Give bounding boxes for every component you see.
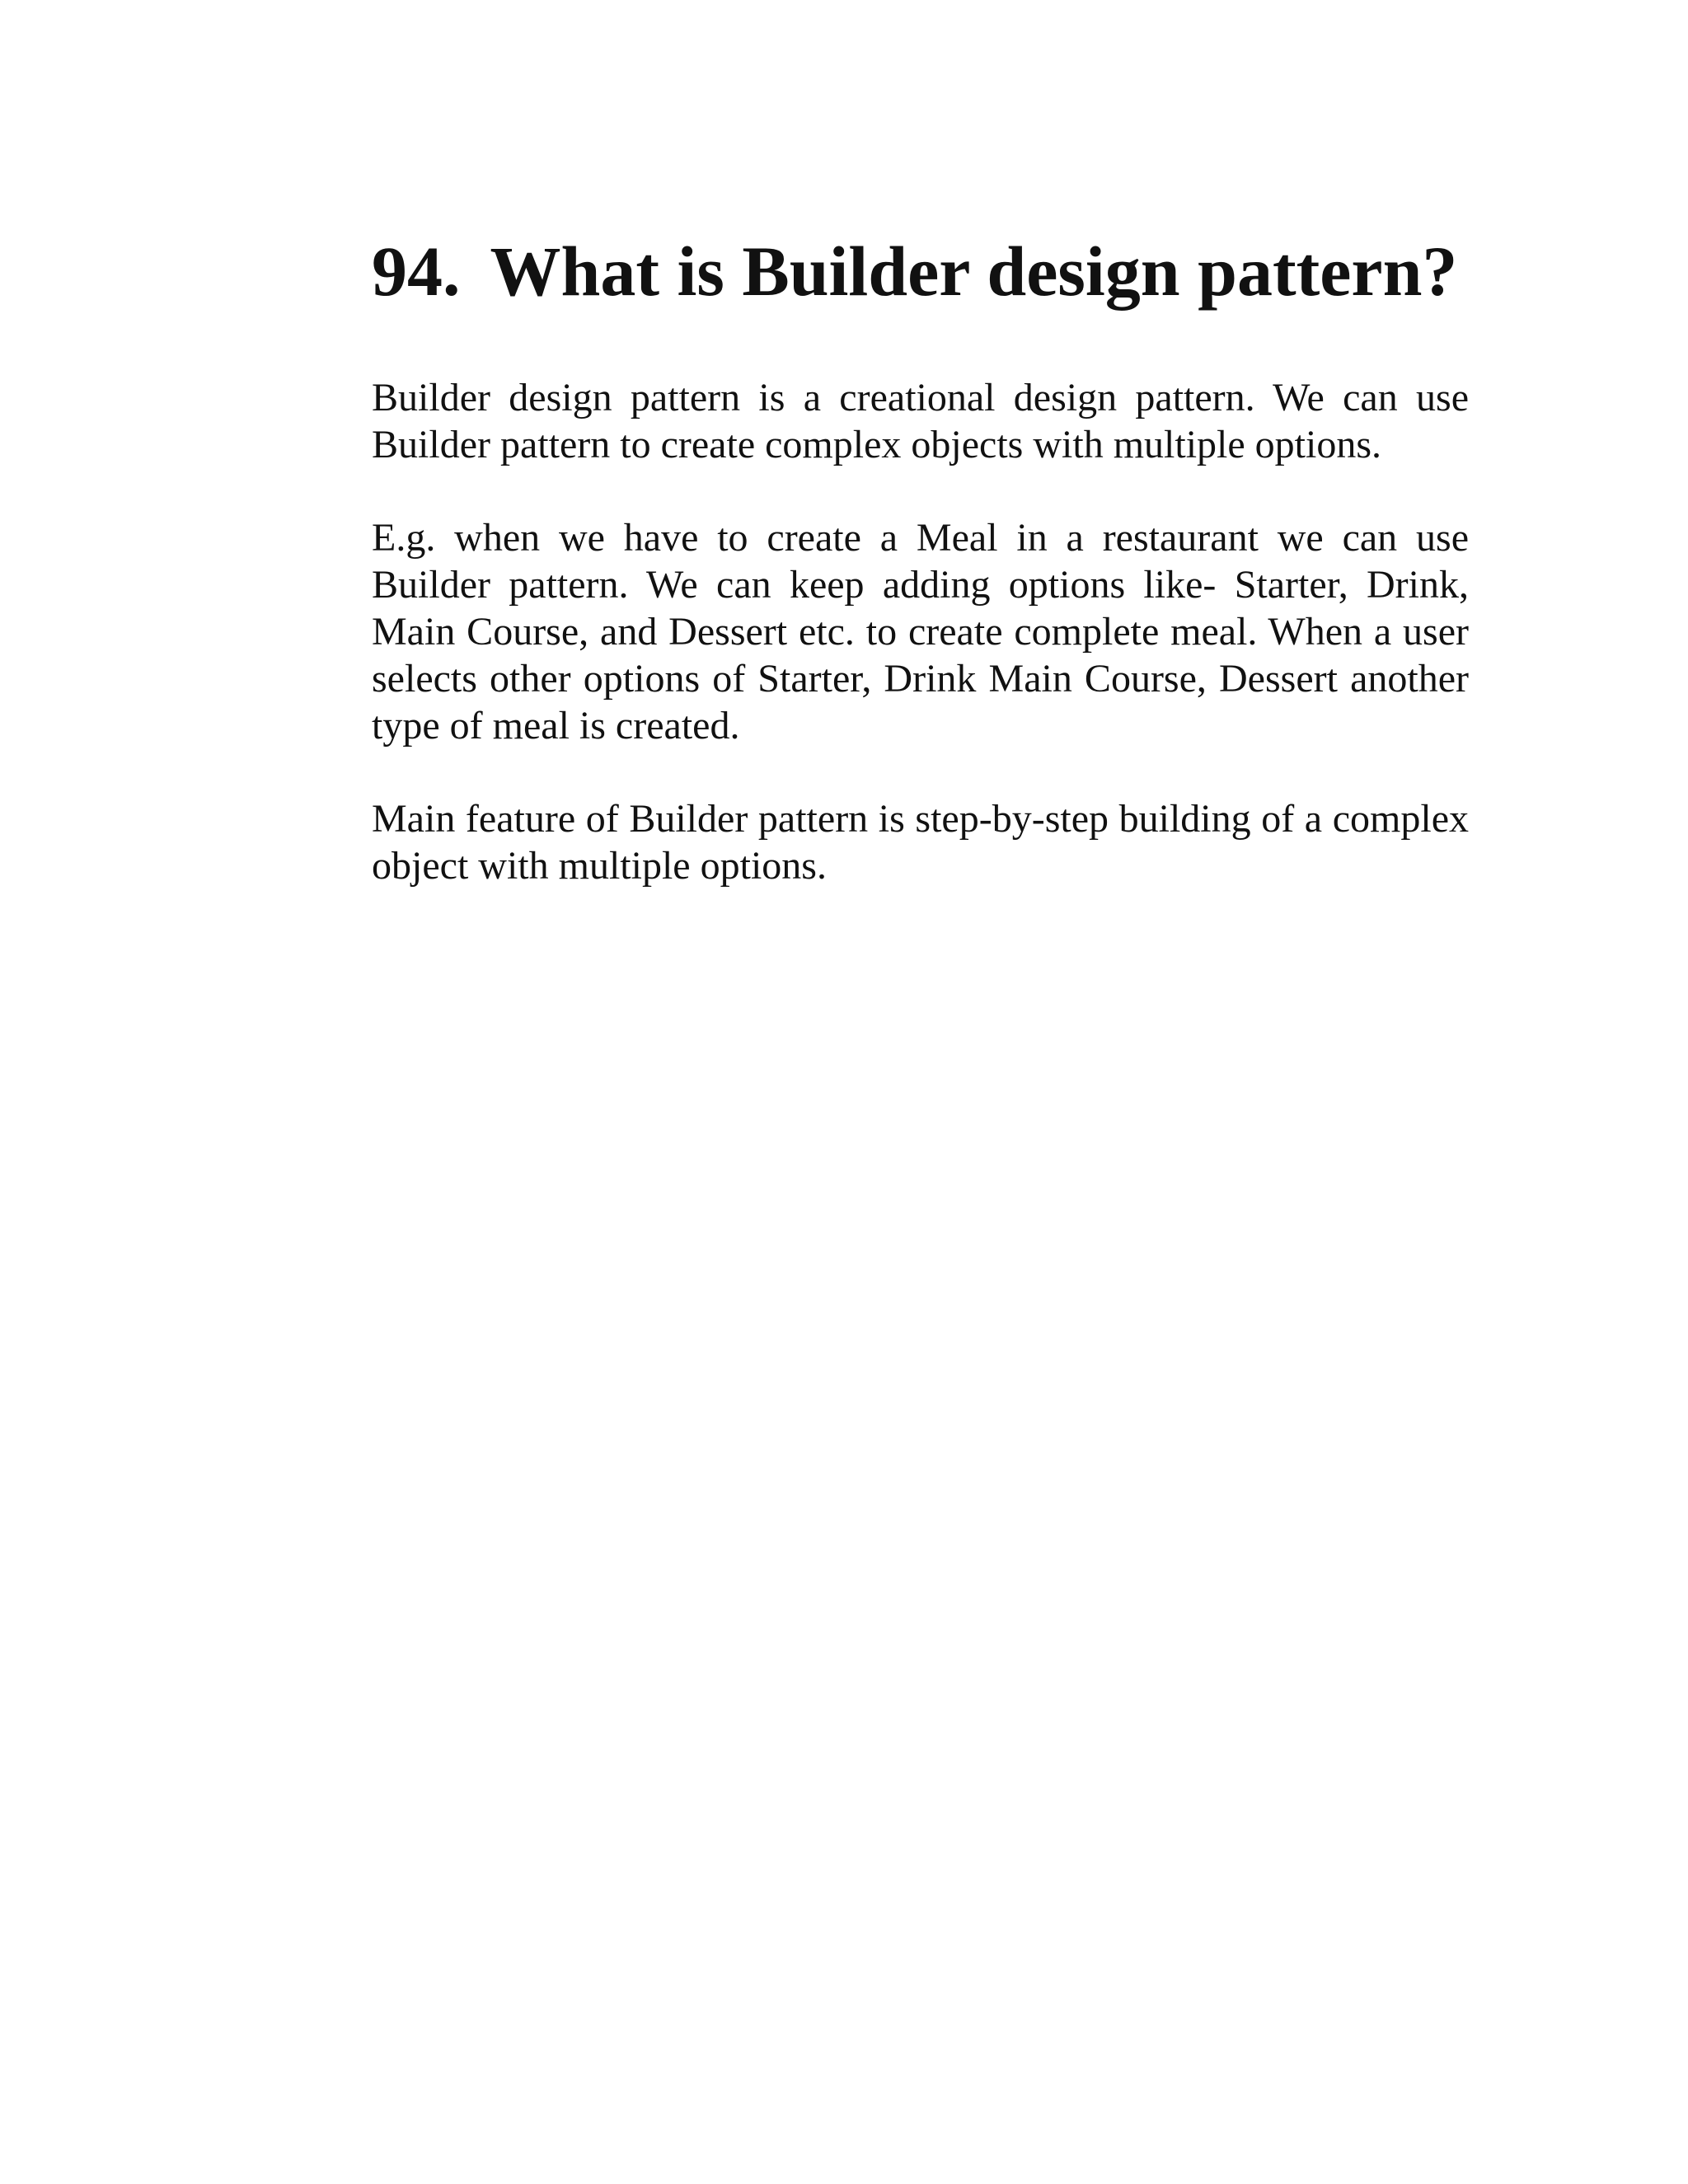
section-heading xyxy=(372,223,1469,320)
heading-title: What is Builder design pattern? xyxy=(490,232,1458,311)
paragraph-main-feature: Main feature of Builder pattern is step-by-step building of a complex object with multiple options. xyxy=(372,797,1469,888)
paragraph-example: E.g. when we have to create a Meal in a restaurant we can use Builder pattern. We can keep adding options like- Starter, Drink, Main Course, and Dessert etc. to create complete meal. When a user selects other options of Starter, Drink Main Course, Dessert another type of meal is created. xyxy=(372,516,1469,748)
page-content xyxy=(372,223,1469,889)
heading-number: 94. xyxy=(372,232,461,311)
paragraph-definition: Builder design pattern is a creational design pattern. We can use Builder pattern to create complex objects with multiple options. xyxy=(372,376,1469,466)
